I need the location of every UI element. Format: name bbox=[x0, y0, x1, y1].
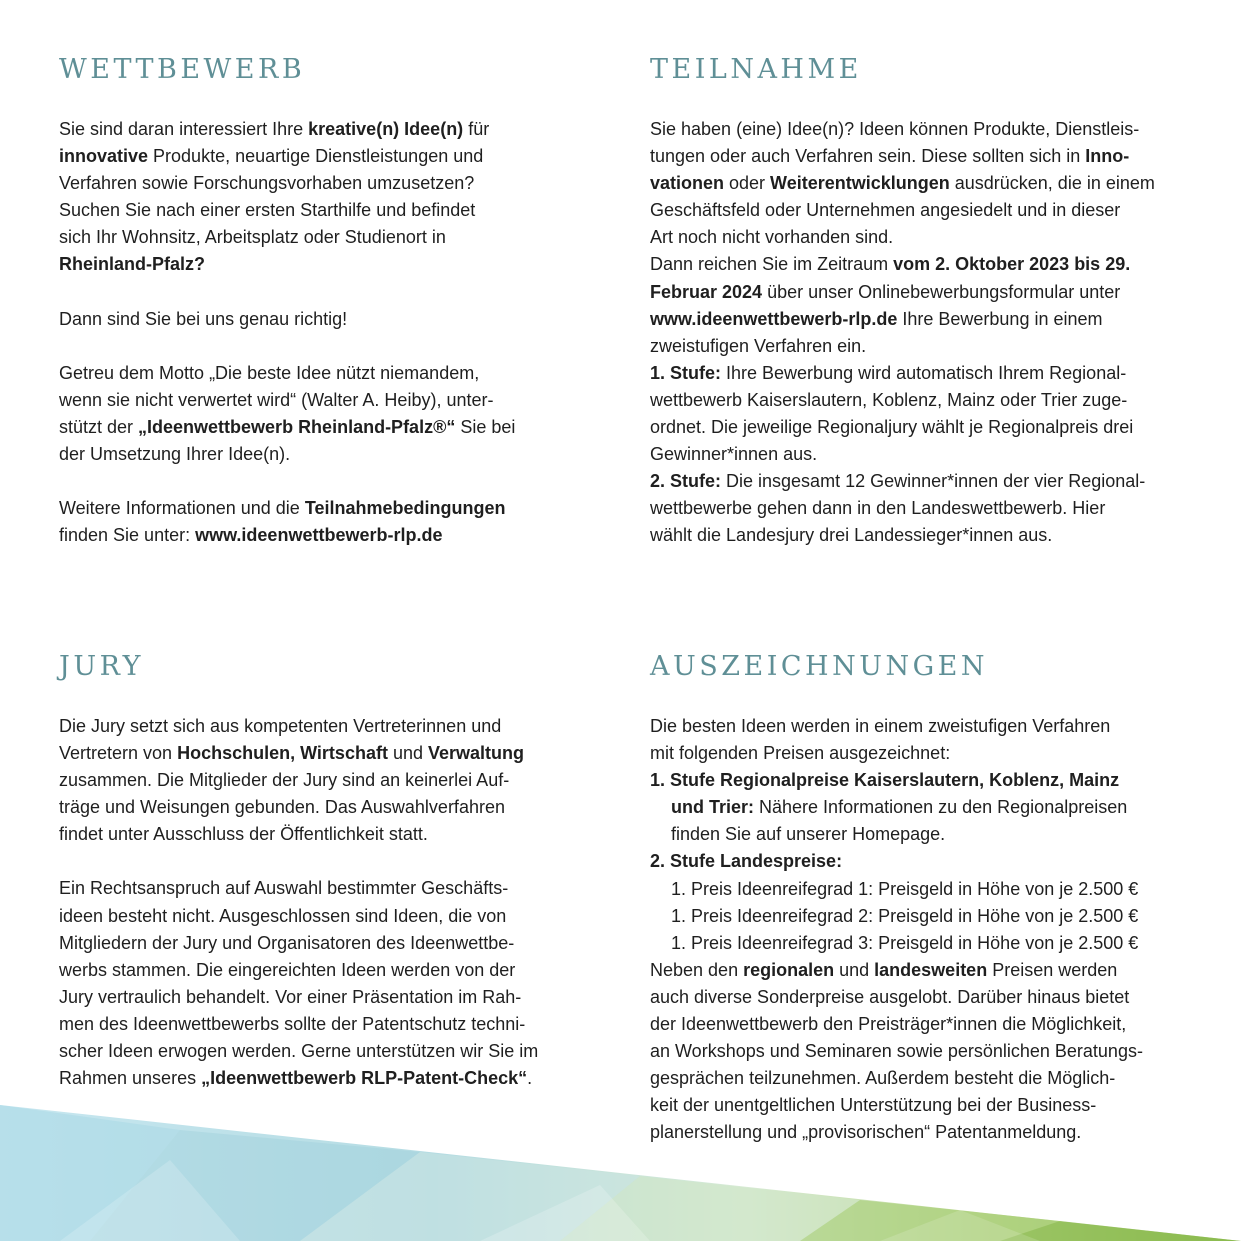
text: für bbox=[463, 119, 490, 139]
text: Dann reichen Sie im Zeitraum bbox=[650, 254, 894, 275]
bold-text: Rheinland-Pfalz? bbox=[59, 254, 206, 275]
text: tungen oder auch Verfahren sein. Diese sollten sich in bbox=[650, 146, 1086, 167]
text: zweistufigen Verfahren ein. bbox=[650, 335, 867, 356]
section-auszeichnungen bbox=[650, 647, 1210, 1147]
text: mit folgenden Preisen ausgezeichnet: bbox=[650, 743, 951, 764]
text: Art noch nicht vorhanden sind. bbox=[650, 227, 894, 248]
text: an Workshops und Seminaren sowie persönlichen Beratungs- bbox=[650, 1041, 1143, 1062]
text: träge und Weisungen gebunden. Das Auswahlverfahren bbox=[59, 797, 505, 818]
paragraph-sonderpreise bbox=[650, 957, 1210, 1147]
paragraph-jury-1 bbox=[59, 713, 599, 848]
text: wettbewerb Kaiserslautern, Koblenz, Mainz oder Trier zuge- bbox=[650, 389, 1128, 410]
text: oder bbox=[724, 173, 771, 194]
text: auch diverse Sonderpreise ausgelobt. Darüber hinaus bietet bbox=[650, 986, 1130, 1007]
text: Sie bei bbox=[455, 416, 516, 437]
bold-text: Verwaltung bbox=[428, 743, 525, 764]
paragraph-teilnahme bbox=[650, 116, 1210, 550]
text: ordnet. Die jeweilige Regionaljury wählt je Regionalpreis drei bbox=[650, 417, 1134, 438]
text: über unser Onlinebewerbungsformular unter bbox=[762, 281, 1121, 302]
text: und bbox=[387, 743, 428, 764]
bold-text: 1. Stufe: bbox=[650, 362, 722, 383]
text: Ihre Bewerbung wird automatisch Ihrem Regional- bbox=[721, 362, 1127, 383]
bold-text: 2. Stufe Landespreise: bbox=[650, 851, 843, 872]
section-teilnahme bbox=[650, 50, 1210, 550]
bold-text: Februar 2024 bbox=[650, 281, 763, 302]
text: Geschäftsfeld oder Unternehmen angesiedelt und in dieser bbox=[650, 200, 1121, 221]
paragraph-info bbox=[59, 495, 569, 549]
text: Sie haben (eine) Idee(n)? Ideen können Produkte, Dienstleis- bbox=[650, 119, 1140, 139]
text: Produkte, neuartige Dienstleistungen und bbox=[148, 146, 484, 167]
bold-text: 1. Stufe Regionalpreise Kaiserslautern, Koblenz, Mainz bbox=[650, 770, 1120, 791]
prize-line: 1. Preis Ideenreifegrad 1: Preisgeld in Höhe von je 2.500 € bbox=[671, 878, 1139, 899]
text: planerstellung und „provisorischen“ Patentanmeldung. bbox=[650, 1122, 1082, 1143]
paragraph-jury-2 bbox=[59, 875, 599, 1092]
bold-text: „Ideenwettbewerb RLP-Patent-Check“ bbox=[201, 1068, 528, 1089]
text: finden Sie auf unserer Homepage. bbox=[671, 824, 946, 845]
text: wenn sie nicht verwertet wird“ (Walter A. Heiby), unter- bbox=[59, 389, 494, 410]
text: Die besten Ideen werden in einem zweistufigen Verfahren bbox=[650, 716, 1111, 736]
section-jury bbox=[59, 647, 599, 1092]
text: wählt die Landesjury drei Landessieger*innen aus. bbox=[650, 525, 1053, 546]
bold-text: Hochschulen, Wirtschaft bbox=[177, 743, 388, 764]
text: Nähere Informationen zu den Regionalpreisen bbox=[754, 797, 1128, 818]
text: stützt der bbox=[59, 416, 139, 437]
paragraph-intro bbox=[59, 116, 569, 279]
text: gesprächen teilzunehmen. Außerdem besteht die Möglich- bbox=[650, 1068, 1116, 1089]
text: Suchen Sie nach einer ersten Starthilfe und befindet bbox=[59, 200, 476, 221]
text: Getreu dem Motto „Die beste Idee nützt niemandem, bbox=[59, 362, 480, 383]
heading-teilnahme: TEILNAHME bbox=[650, 54, 862, 85]
text: men des Ideenwettbewerbs sollte der Patentschutz techni- bbox=[59, 1013, 526, 1034]
bold-text: Weiterentwicklungen bbox=[770, 173, 950, 194]
bold-text: „Ideenwettbewerb Rheinland-Pfalz®“ bbox=[138, 416, 456, 437]
text: Jury vertraulich behandelt. Vor einer Präsentation im Rah- bbox=[59, 986, 522, 1007]
bold-text: landesweiten bbox=[874, 959, 988, 980]
text: und bbox=[834, 959, 875, 980]
text: werbs stammen. Die eingereichten Ideen werden von der bbox=[59, 959, 516, 980]
paragraph-richtig: Dann sind Sie bei uns genau richtig! bbox=[59, 308, 348, 329]
text: findet unter Ausschluss der Öffentlichkeit statt. bbox=[59, 824, 428, 845]
text: ausdrücken, die in einem bbox=[949, 173, 1155, 194]
text: Sie sind daran interessiert Ihre bbox=[59, 119, 309, 139]
bold-text: Teilnahmebedingungen bbox=[304, 498, 506, 519]
bold-text: vom 2. Oktober 2023 bis 29. bbox=[893, 254, 1131, 275]
text: keit der unentgeltlichen Unterstützung bei der Business- bbox=[650, 1095, 1097, 1116]
bold-text: regionalen bbox=[743, 959, 835, 980]
paragraph-auszeichnungen bbox=[650, 713, 1210, 767]
text: finden Sie unter: bbox=[59, 525, 196, 546]
website-link[interactable]: www.ideenwettbewerb-rlp.de bbox=[650, 308, 898, 329]
text: Preisen werden bbox=[987, 959, 1118, 980]
text: Verfahren sowie Forschungsvorhaben umzusetzen? bbox=[59, 173, 475, 194]
heading-auszeichnungen: AUSZEICHNUNGEN bbox=[650, 651, 988, 682]
text: wettbewerbe gehen dann in den Landeswettbewerb. Hier bbox=[650, 498, 1106, 519]
bold-text: innovative bbox=[59, 146, 149, 167]
stage-2-item bbox=[650, 848, 1210, 956]
paragraph-motto bbox=[59, 360, 569, 468]
heading-jury: JURY bbox=[59, 651, 144, 682]
heading-wettbewerb: WETTBEWERB bbox=[59, 54, 306, 85]
text: ideen besteht nicht. Ausgeschlossen sind Ideen, die von bbox=[59, 905, 507, 926]
text: Neben den bbox=[650, 959, 744, 980]
prize-line: 1. Preis Ideenreifegrad 2: Preisgeld in Höhe von je 2.500 € bbox=[671, 905, 1139, 926]
section-wettbewerb bbox=[59, 50, 569, 549]
bold-text: 2. Stufe: bbox=[650, 471, 722, 492]
text: Rahmen unseres bbox=[59, 1068, 202, 1089]
text: Vertretern von bbox=[59, 743, 178, 764]
text: Gewinner*innen aus. bbox=[650, 444, 818, 465]
bold-text: vationen bbox=[650, 173, 725, 194]
text: der Umsetzung Ihrer Idee(n). bbox=[59, 443, 291, 464]
bold-text: Inno- bbox=[1085, 146, 1130, 167]
website-link[interactable]: www.ideenwettbewerb-rlp.de bbox=[195, 525, 443, 546]
stage-1-item bbox=[650, 767, 1210, 848]
text: Weitere Informationen und die bbox=[59, 498, 305, 519]
text: der Ideenwettbewerb den Preisträger*innen die Möglichkeit, bbox=[650, 1014, 1127, 1035]
text: . bbox=[527, 1068, 533, 1089]
text: zusammen. Die Mitglieder der Jury sind an keinerlei Auf- bbox=[59, 770, 510, 791]
text: scher Ideen erwogen werden. Gerne unterstützen wir Sie im bbox=[59, 1041, 539, 1062]
bold-text: und Trier: bbox=[671, 797, 755, 818]
text: Die Jury setzt sich aus kompetenten Vertreterinnen und bbox=[59, 716, 502, 736]
text: Ihre Bewerbung in einem bbox=[897, 308, 1103, 329]
text: sich Ihr Wohnsitz, Arbeitsplatz oder Studienort in bbox=[59, 227, 446, 248]
bold-text: kreative(n) Idee(n) bbox=[308, 119, 464, 139]
prize-line: 1. Preis Ideenreifegrad 3: Preisgeld in Höhe von je 2.500 € bbox=[671, 932, 1139, 953]
text: Ein Rechtsanspruch auf Auswahl bestimmter Geschäfts- bbox=[59, 878, 509, 899]
text: Mitgliedern der Jury und Organisatoren des Ideenwettbe- bbox=[59, 932, 515, 953]
text: Die insgesamt 12 Gewinner*innen der vier Regional- bbox=[721, 471, 1146, 492]
